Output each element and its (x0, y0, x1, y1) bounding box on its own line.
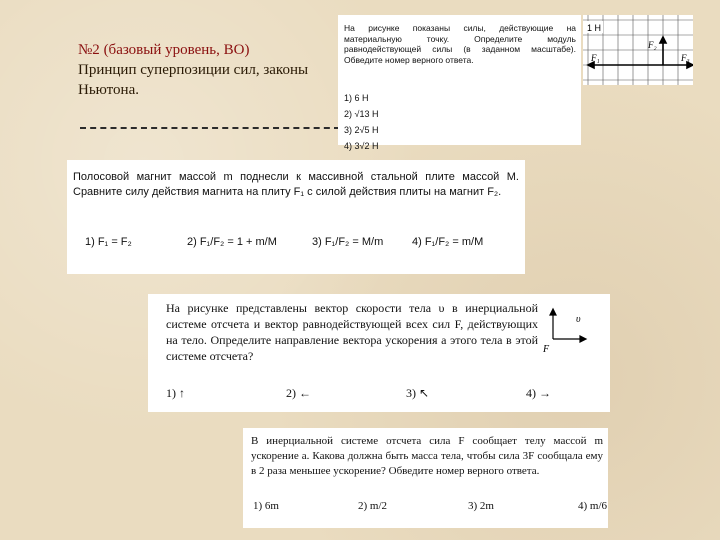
task1-option-3[interactable]: 3) 2√5 Н (344, 125, 379, 135)
task3-card (148, 294, 610, 412)
velocity-label: υ (576, 314, 581, 325)
task2-option-3[interactable]: 3) F₁/F₂ = M/m (312, 236, 384, 248)
task1-force-grid (583, 15, 693, 85)
task3-option-2[interactable]: 2) ← (286, 386, 311, 400)
task2-option-2[interactable]: 2) F₁/F₂ = 1 + m/M (187, 236, 277, 248)
task4-option-3[interactable]: 3) 2m (468, 500, 494, 512)
task2-card (67, 160, 525, 274)
task1-card (338, 15, 581, 151)
task4-card (243, 428, 608, 528)
slide-title (78, 40, 328, 100)
task4-option-2[interactable]: 2) m/2 (358, 500, 388, 512)
force-label-f3: F₃ (681, 53, 690, 63)
task4-option-1[interactable]: 1) 6m (253, 500, 279, 512)
force-label-f2: F₂ (648, 40, 657, 50)
task2-option-1[interactable]: 1) F₁ = F₂ (85, 236, 132, 248)
task2-question: Полосовой магнит массой m поднесли к массивной стальной плите массой M. Сравните силу действия магнита на плиту F₁ с силой действия плиты на магнит F₂. (73, 171, 519, 198)
task4-option-4[interactable]: 4) m/6 (578, 500, 608, 512)
grid-scale-label: 1 Н (587, 23, 602, 33)
task1-option-1[interactable]: 1) 6 Н (344, 93, 369, 103)
task4-question: В инерциальной системе отсчета сила F сообщает телу массой m ускорение a. Какова должна быть масса тела, чтобы сила 3F сообщала ему в 2 раза меньшее ускорение? Обведите номер верного ответа. (251, 435, 603, 477)
task1-question: На рисунке показаны силы, действующие на материальную точку. Определите модуль равнодействующей силы (в заданном масштабе). Обведите номер верного ответа. (344, 23, 576, 65)
task1-options (344, 90, 378, 154)
task2-option-4[interactable]: 4) F₁/F₂ = m/M (412, 236, 484, 248)
velocity-force-diagram (543, 304, 593, 354)
task3-question: На рисунке представлены вектор скорости тела υ в инерциальной системе отсчета и вектор равнодействующей всех сил F, действующих на тело. Определите направление вектора ускорения a этого тела в этой системе отсчета? (166, 301, 538, 363)
force-label-f1: F₁ (591, 53, 600, 63)
task3-option-4[interactable]: 4) → (526, 386, 551, 400)
task3-option-1[interactable]: 1) ↑ (166, 386, 185, 400)
task-number: №2 (78, 42, 100, 58)
dashed-divider (80, 127, 340, 129)
force-label: F (543, 344, 550, 354)
task1-option-2[interactable]: 2) √13 Н (344, 109, 379, 119)
task3-option-3[interactable]: 3) ↖ (406, 386, 430, 400)
task1-option-4[interactable]: 4) 3√2 Н (344, 141, 379, 151)
task-level: (базовый уровень, ВО) (99, 42, 250, 58)
topic-subtitle: Принцип суперпозиции сил, законы Ньютона. (78, 62, 309, 98)
